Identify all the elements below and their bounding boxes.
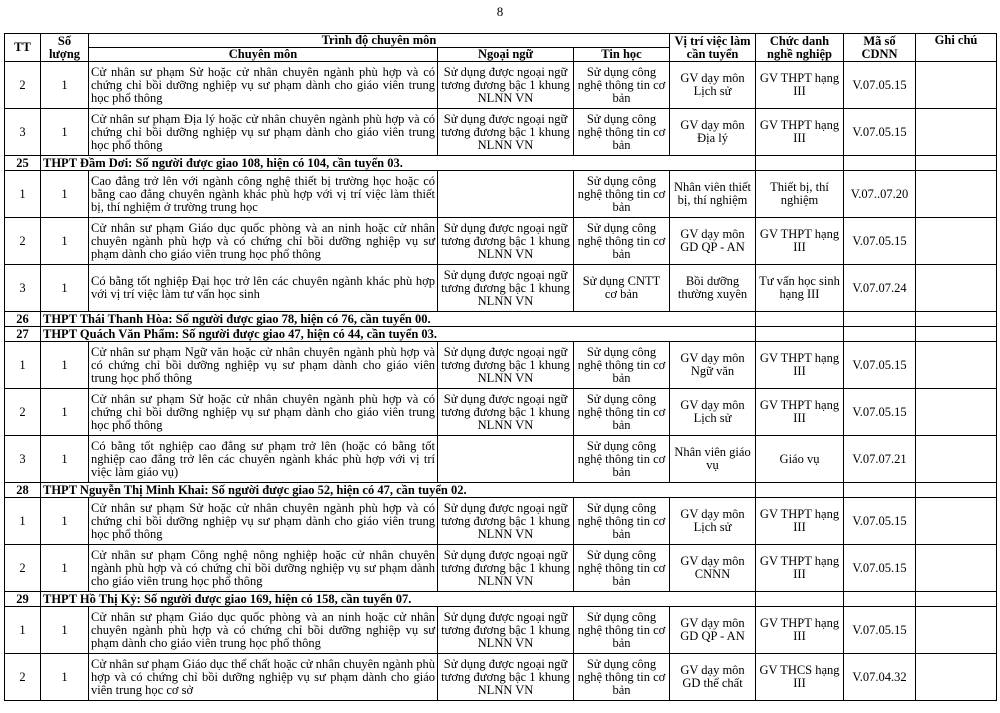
cell-chuc-danh: Giáo vụ xyxy=(756,436,844,483)
cell-tin-hoc: Sử dụng công nghệ thông tin cơ bản xyxy=(574,171,670,218)
cell-chuc-danh: GV THPT hạng III xyxy=(756,342,844,389)
table-row xyxy=(5,342,997,389)
group-title: THPT Hồ Thị Kỷ: Số người được giao 169, hiện có 158, cần tuyển 07. xyxy=(41,592,756,607)
cell-chuyen-mon: Cao đẳng trở lên với ngành công nghệ thiết bị trường học hoặc có bằng cao đẳng chuyên ngành khác phù hợp với vị trí việc làm thiết bị, thí nghiệm ở trường trung học xyxy=(89,171,438,218)
cell-ghi-chu xyxy=(916,607,997,654)
group-number: 25 xyxy=(5,156,41,171)
cell-chuc-danh: GV THCS hạng III xyxy=(756,654,844,701)
empty-cell xyxy=(916,327,997,342)
cell-ghi-chu xyxy=(916,265,997,312)
cell-tin-hoc: Sử dụng công nghệ thông tin cơ bản xyxy=(574,498,670,545)
school-group-row xyxy=(5,156,997,171)
cell-tt: 3 xyxy=(5,109,41,156)
cell-ma-so: V.07..07.20 xyxy=(844,171,916,218)
cell-tin-hoc: Sử dụng công nghệ thông tin cơ bản xyxy=(574,436,670,483)
group-number: 29 xyxy=(5,592,41,607)
cell-chuyen-mon: Cử nhân sư phạm Giáo dục thể chất hoặc cử nhân chuyên ngành phù hợp và có chứng chỉ bồi dưỡng nghiệp vụ sư phạm dành cho giáo viên trung học cơ sở xyxy=(89,654,438,701)
cell-so-luong: 1 xyxy=(41,498,89,545)
cell-so-luong: 1 xyxy=(41,389,89,436)
group-title: THPT Đầm Dơi: Số người được giao 108, hiện có 104, cần tuyển 03. xyxy=(41,156,756,171)
cell-tin-hoc: Sử dụng công nghệ thông tin cơ bản xyxy=(574,389,670,436)
table-row xyxy=(5,607,997,654)
header-trinh-do: Trình độ chuyên môn xyxy=(89,34,670,48)
cell-ghi-chu xyxy=(916,545,997,592)
cell-chuyen-mon: Cử nhân sư phạm Sử hoặc cử nhân chuyên ngành phù hợp và có chứng chỉ bồi dưỡng nghiệp vụ sư phạm dành cho giáo viên trung học phổ thông xyxy=(89,62,438,109)
cell-ma-so: V.07.05.15 xyxy=(844,498,916,545)
empty-cell xyxy=(756,312,844,327)
cell-ghi-chu xyxy=(916,498,997,545)
cell-chuyen-mon: Cử nhân sư phạm Địa lý hoặc cử nhân chuyên ngành phù hợp và có chứng chỉ bồi dưỡng nghiệp vụ sư phạm dành cho giáo viên trung học phổ thông xyxy=(89,109,438,156)
group-title: THPT Nguyễn Thị Minh Khai: Số người được giao 52, hiện có 47, cần tuyển 02. xyxy=(41,483,756,498)
empty-cell xyxy=(756,327,844,342)
cell-tin-hoc: Sử dụng công nghệ thông tin cơ bản xyxy=(574,218,670,265)
empty-cell xyxy=(916,483,997,498)
cell-tt: 2 xyxy=(5,389,41,436)
cell-ngoai-ngu xyxy=(438,436,574,483)
table-row xyxy=(5,436,997,483)
cell-chuc-danh: GV THPT hạng III xyxy=(756,545,844,592)
empty-cell xyxy=(756,483,844,498)
cell-ma-so: V.07.05.15 xyxy=(844,607,916,654)
cell-so-luong: 1 xyxy=(41,342,89,389)
cell-tt: 1 xyxy=(5,498,41,545)
table-row xyxy=(5,218,997,265)
header-ma-so: Mã số CDNN xyxy=(844,34,916,62)
cell-vi-tri: GV dạy môn Ngữ văn xyxy=(670,342,756,389)
school-group-row xyxy=(5,312,997,327)
cell-vi-tri: GV dạy môn Địa lý xyxy=(670,109,756,156)
cell-ma-so: V.07.05.15 xyxy=(844,62,916,109)
cell-ngoai-ngu: Sử dụng được ngoại ngữ tương đương bậc 1 khung NLNN VN xyxy=(438,109,574,156)
cell-tin-hoc: Sử dụng CNTT cơ bản xyxy=(574,265,670,312)
empty-cell xyxy=(916,156,997,171)
table-row xyxy=(5,171,997,218)
group-title: THPT Quách Văn Phẩm: Số người được giao 47, hiện có 44, cần tuyển 03. xyxy=(41,327,756,342)
cell-so-luong: 1 xyxy=(41,654,89,701)
empty-cell xyxy=(844,592,916,607)
cell-vi-tri: Nhân viên thiết bị, thí nghiệm xyxy=(670,171,756,218)
empty-cell xyxy=(916,592,997,607)
cell-tt: 1 xyxy=(5,342,41,389)
cell-ghi-chu xyxy=(916,342,997,389)
header-vi-tri: Vị trí việc làm cần tuyển xyxy=(670,34,756,62)
cell-so-luong: 1 xyxy=(41,171,89,218)
cell-ngoai-ngu: Sử dụng được ngoại ngữ tương đương bậc 1 khung NLNN VN xyxy=(438,389,574,436)
cell-so-luong: 1 xyxy=(41,436,89,483)
table-row xyxy=(5,498,997,545)
cell-ma-so: V.07.05.15 xyxy=(844,545,916,592)
cell-ngoai-ngu: Sử dụng được ngoại ngữ tương đương bậc 1 khung NLNN VN xyxy=(438,62,574,109)
cell-ma-so: V.07.07.24 xyxy=(844,265,916,312)
cell-tt: 2 xyxy=(5,218,41,265)
table-body xyxy=(5,62,997,701)
cell-ghi-chu xyxy=(916,654,997,701)
cell-tt: 1 xyxy=(5,171,41,218)
group-title: THPT Thái Thanh Hòa: Số người được giao 78, hiện có 76, cần tuyển 00. xyxy=(41,312,756,327)
school-group-row xyxy=(5,327,997,342)
empty-cell xyxy=(756,156,844,171)
cell-chuc-danh: GV THPT hạng III xyxy=(756,607,844,654)
cell-ngoai-ngu: Sử dụng được ngoại ngữ tương đương bậc 1 khung NLNN VN xyxy=(438,498,574,545)
cell-ngoai-ngu: Sử dụng được ngoại ngữ tương đương bậc 1 khung NLNN VN xyxy=(438,342,574,389)
cell-tt: 3 xyxy=(5,436,41,483)
cell-so-luong: 1 xyxy=(41,62,89,109)
cell-ma-so: V.07.04.32 xyxy=(844,654,916,701)
cell-tin-hoc: Sử dụng công nghệ thông tin cơ bản xyxy=(574,109,670,156)
cell-tt: 1 xyxy=(5,607,41,654)
cell-tin-hoc: Sử dụng công nghệ thông tin cơ bản xyxy=(574,62,670,109)
group-number: 28 xyxy=(5,483,41,498)
table-row xyxy=(5,109,997,156)
cell-chuc-danh: GV THPT hạng III xyxy=(756,498,844,545)
cell-so-luong: 1 xyxy=(41,265,89,312)
school-group-row xyxy=(5,592,997,607)
cell-chuc-danh: GV THPT hạng III xyxy=(756,218,844,265)
cell-ma-so: V.07.05.15 xyxy=(844,218,916,265)
cell-so-luong: 1 xyxy=(41,218,89,265)
cell-tin-hoc: Sử dụng công nghệ thông tin cơ bản xyxy=(574,654,670,701)
table-row xyxy=(5,389,997,436)
cell-so-luong: 1 xyxy=(41,545,89,592)
cell-vi-tri: GV dạy môn GD thể chất xyxy=(670,654,756,701)
cell-tin-hoc: Sử dụng công nghệ thông tin cơ bản xyxy=(574,607,670,654)
cell-ghi-chu xyxy=(916,389,997,436)
page-number: 8 xyxy=(496,4,504,19)
cell-chuyen-mon: Có bằng tốt nghiệp cao đẳng sư phạm trở lên (hoặc có bằng tốt nghiệp cao đẳng trở lên các chuyên ngành khác phù hợp với vị trí việc làm giáo vụ) xyxy=(89,436,438,483)
header-tin-hoc: Tin học xyxy=(574,48,670,62)
empty-cell xyxy=(916,312,997,327)
cell-vi-tri: Nhân viên giáo vụ xyxy=(670,436,756,483)
cell-vi-tri: Bồi dưỡng thường xuyên xyxy=(670,265,756,312)
cell-tt: 2 xyxy=(5,545,41,592)
header-ngoai-ngu: Ngoại ngữ xyxy=(438,48,574,62)
cell-ngoai-ngu xyxy=(438,171,574,218)
recruitment-table xyxy=(4,33,997,701)
cell-ghi-chu xyxy=(916,62,997,109)
table-row xyxy=(5,62,997,109)
cell-ghi-chu xyxy=(916,218,997,265)
cell-ma-so: V.07.05.15 xyxy=(844,342,916,389)
cell-chuyen-mon: Cử nhân sư phạm Sử hoặc cử nhân chuyên ngành phù hợp và có chứng chỉ bồi dưỡng nghiệp vụ sư phạm dành cho giáo viên trung học phổ thông xyxy=(89,389,438,436)
cell-chuyen-mon: Cử nhân sư phạm Công nghệ nông nghiệp hoặc cử nhân chuyên ngành phù hợp và có chứng chỉ bồi dưỡng nghiệp vụ sư phạm dành cho giáo viên trung học phổ thông xyxy=(89,545,438,592)
cell-tt: 2 xyxy=(5,654,41,701)
cell-ma-so: V.07.05.15 xyxy=(844,389,916,436)
cell-ghi-chu xyxy=(916,109,997,156)
cell-vi-tri: GV dạy môn GD QP - AN xyxy=(670,607,756,654)
header-chuc-danh: Chức danh nghề nghiệp xyxy=(756,34,844,62)
cell-vi-tri: GV dạy môn GD QP - AN xyxy=(670,218,756,265)
cell-ghi-chu xyxy=(916,436,997,483)
cell-tt: 2 xyxy=(5,62,41,109)
cell-so-luong: 1 xyxy=(41,607,89,654)
school-group-row xyxy=(5,483,997,498)
cell-chuc-danh: Thiết bị, thí nghiệm xyxy=(756,171,844,218)
cell-vi-tri: GV dạy môn Lịch sử xyxy=(670,389,756,436)
empty-cell xyxy=(844,156,916,171)
cell-chuyen-mon: Cử nhân sư phạm Giáo dục quốc phòng và an ninh hoặc cử nhân chuyên ngành phù hợp và có chứng chỉ bồi dưỡng nghiệp vụ sư phạm dành cho giáo viên trung học phổ thông xyxy=(89,607,438,654)
cell-chuc-danh: GV THPT hạng III xyxy=(756,62,844,109)
cell-chuyen-mon: Cử nhân sư phạm Ngữ văn hoặc cử nhân chuyên ngành phù hợp và có chứng chỉ bồi dưỡng nghiệp vụ sư phạm dành cho giáo viên trung học phổ thông xyxy=(89,342,438,389)
cell-vi-tri: GV dạy môn Lịch sử xyxy=(670,62,756,109)
cell-ngoai-ngu: Sử dụng được ngoại ngữ tương đương bậc 1 khung NLNN VN xyxy=(438,654,574,701)
cell-ma-so: V.07.05.15 xyxy=(844,109,916,156)
cell-ghi-chu xyxy=(916,171,997,218)
header-so-luong: Số lượng xyxy=(41,34,89,62)
cell-chuyen-mon: Có bằng tốt nghiệp Đại học trở lên các chuyên ngành khác phù hợp với vị trí việc làm tư vấn học sinh xyxy=(89,265,438,312)
cell-vi-tri: GV dạy môn CNNN xyxy=(670,545,756,592)
table-row xyxy=(5,654,997,701)
empty-cell xyxy=(844,312,916,327)
header-ghi-chu: Ghi chú xyxy=(916,34,997,62)
cell-ngoai-ngu: Sử dụng được ngoại ngữ tương đương bậc 1 khung NLNN VN xyxy=(438,265,574,312)
cell-ma-so: V.07.07.21 xyxy=(844,436,916,483)
cell-tt: 3 xyxy=(5,265,41,312)
header-tt: TT xyxy=(5,34,41,62)
header-chuyen-mon: Chuyên môn xyxy=(89,48,438,62)
group-number: 26 xyxy=(5,312,41,327)
cell-chuc-danh: Tư vấn học sinh hạng III xyxy=(756,265,844,312)
cell-ngoai-ngu: Sử dụng được ngoại ngữ tương đương bậc 1 khung NLNN VN xyxy=(438,545,574,592)
empty-cell xyxy=(844,483,916,498)
cell-chuc-danh: GV THPT hạng III xyxy=(756,389,844,436)
cell-chuc-danh: GV THPT hạng III xyxy=(756,109,844,156)
table-row xyxy=(5,265,997,312)
cell-chuyen-mon: Cử nhân sư phạm Sử hoặc cử nhân chuyên ngành phù hợp và có chứng chỉ bồi dưỡng nghiệp vụ sư phạm dành cho giáo viên trung học phổ thông xyxy=(89,498,438,545)
table-row xyxy=(5,545,997,592)
cell-ngoai-ngu: Sử dụng được ngoại ngữ tương đương bậc 1 khung NLNN VN xyxy=(438,218,574,265)
cell-chuyen-mon: Cử nhân sư phạm Giáo dục quốc phòng và an ninh hoặc cử nhân chuyên ngành phù hợp và có chứng chỉ bồi dưỡng nghiệp vụ sư phạm dành cho giáo viên trung học phổ thông xyxy=(89,218,438,265)
cell-ngoai-ngu: Sử dụng được ngoại ngữ tương đương bậc 1 khung NLNN VN xyxy=(438,607,574,654)
cell-tin-hoc: Sử dụng công nghệ thông tin cơ bản xyxy=(574,545,670,592)
cell-tin-hoc: Sử dụng công nghệ thông tin cơ bản xyxy=(574,342,670,389)
cell-so-luong: 1 xyxy=(41,109,89,156)
cell-vi-tri: GV dạy môn Lịch sử xyxy=(670,498,756,545)
empty-cell xyxy=(844,327,916,342)
empty-cell xyxy=(756,592,844,607)
group-number: 27 xyxy=(5,327,41,342)
